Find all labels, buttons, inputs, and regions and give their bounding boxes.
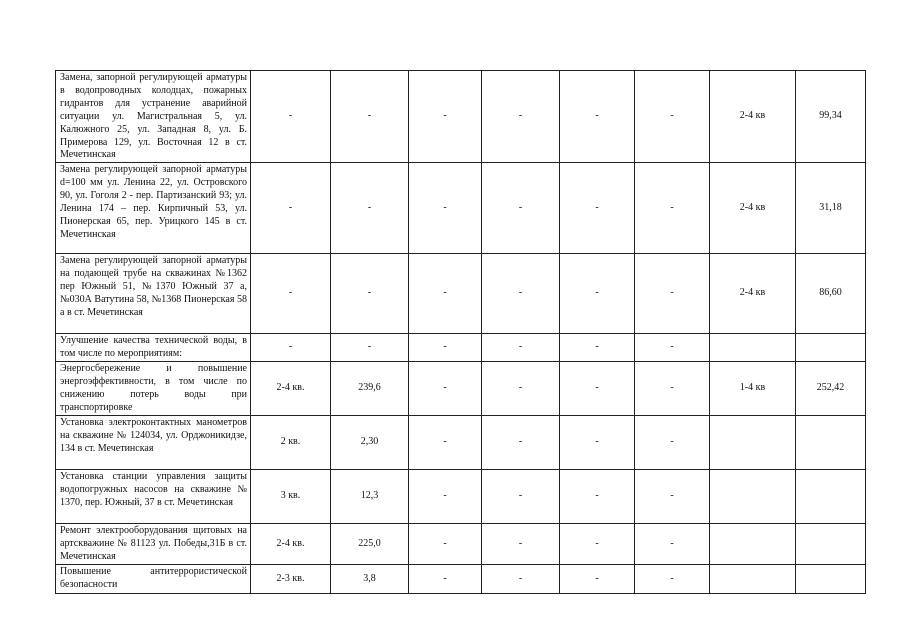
table-cell: - bbox=[560, 362, 635, 416]
table-row bbox=[56, 334, 866, 362]
table-cell: - bbox=[409, 416, 482, 470]
table-cell: - bbox=[251, 71, 331, 163]
table-cell: 3 кв. bbox=[251, 470, 331, 524]
table-cell: - bbox=[331, 254, 409, 334]
table-cell: 2-4 кв bbox=[710, 71, 796, 163]
table-cell: 31,18 bbox=[796, 163, 866, 254]
table-cell: - bbox=[635, 470, 710, 524]
table-cell bbox=[710, 565, 796, 594]
table-row bbox=[56, 362, 866, 416]
table-cell: 2-4 кв. bbox=[251, 362, 331, 416]
measure-description: Установка электроконтактных манометров на скважине № 124034, ул. Орджоникидзе, 134 в ст. Мечетинская bbox=[56, 416, 251, 470]
table-cell bbox=[710, 524, 796, 565]
table-cell: - bbox=[482, 470, 560, 524]
table-cell: - bbox=[482, 416, 560, 470]
table-cell: - bbox=[482, 163, 560, 254]
table-cell: 239,6 bbox=[331, 362, 409, 416]
table-cell: - bbox=[560, 565, 635, 594]
table-cell bbox=[796, 524, 866, 565]
measure-description: Повышение антитеррористической безопасности bbox=[56, 565, 251, 594]
table-cell: 3,8 bbox=[331, 565, 409, 594]
table-cell: - bbox=[331, 334, 409, 362]
table-cell: - bbox=[409, 362, 482, 416]
measure-description: Замена, запорной регулирующей арматуры в водопроводных колодцах, пожарных гидрантов для устранение аварийной ситуации ул. Магистральная 5, ул. Калюжного 25, ул. Западная 8, ул. Б. Примерова 129, ул. Восточная 12 в ст. Мечетинская bbox=[56, 71, 251, 163]
table-cell: - bbox=[635, 362, 710, 416]
table-cell: - bbox=[560, 524, 635, 565]
table-cell: - bbox=[482, 524, 560, 565]
table-cell: - bbox=[482, 362, 560, 416]
table-cell: - bbox=[560, 71, 635, 163]
table-cell: 99,34 bbox=[796, 71, 866, 163]
table-cell: - bbox=[635, 565, 710, 594]
table-row bbox=[56, 524, 866, 565]
table-cell: - bbox=[482, 254, 560, 334]
table-cell: - bbox=[409, 71, 482, 163]
table-cell: - bbox=[331, 163, 409, 254]
table-row bbox=[56, 470, 866, 524]
table-cell: - bbox=[251, 163, 331, 254]
measure-description: Замена регулирующей запорной арматуры d=100 мм ул. Ленина 22, ул. Островского 90, ул. Гоголя 2 - пер. Партизанский 93; ул. Ленина 174 – пер. Кирпичный 53, ул. Пионерская 65, пер. Урицкого 145 в ст. Мечетинская bbox=[56, 163, 251, 254]
table-cell: - bbox=[560, 334, 635, 362]
table-cell: 225,0 bbox=[331, 524, 409, 565]
table-cell: - bbox=[409, 254, 482, 334]
table-cell: - bbox=[251, 334, 331, 362]
measure-description: Ремонт электрооборудования щитовых на артскважине № 81123 ул. Победы,31Б в ст. Мечетинская bbox=[56, 524, 251, 565]
table-cell: 2-3 кв. bbox=[251, 565, 331, 594]
table-cell: - bbox=[251, 254, 331, 334]
table-cell: 252,42 bbox=[796, 362, 866, 416]
table-cell bbox=[710, 416, 796, 470]
table-cell: - bbox=[635, 524, 710, 565]
table-cell bbox=[796, 416, 866, 470]
table-cell: - bbox=[635, 416, 710, 470]
table-cell: - bbox=[635, 254, 710, 334]
measure-description: Установка станции управления защиты водопогружных насосов на скважине № 1370, пер. Южный, 37 в ст. Мечетинская bbox=[56, 470, 251, 524]
table-cell: 2-4 кв bbox=[710, 163, 796, 254]
table-cell: - bbox=[560, 416, 635, 470]
table-cell: - bbox=[635, 71, 710, 163]
table-cell bbox=[710, 334, 796, 362]
table-cell: - bbox=[482, 71, 560, 163]
table-cell: - bbox=[482, 334, 560, 362]
table-cell: - bbox=[409, 524, 482, 565]
table-cell: 2-4 кв. bbox=[251, 524, 331, 565]
measure-description: Замена регулирующей запорной арматуры на подающей трубе на скважинах №1362 пер Южный 51, №1370 Южный 37 а, №030А Ватутина 58, №1368 Пионерская 58 а в ст. Мечетинская bbox=[56, 254, 251, 334]
table-row bbox=[56, 416, 866, 470]
table-cell: 12,3 bbox=[331, 470, 409, 524]
measure-description: Улучшение качества технической воды, в том числе по мероприятиям: bbox=[56, 334, 251, 362]
table-row bbox=[56, 254, 866, 334]
table-cell bbox=[796, 565, 866, 594]
table-row bbox=[56, 71, 866, 163]
table-cell bbox=[710, 470, 796, 524]
table-cell: 2-4 кв bbox=[710, 254, 796, 334]
table-cell: 86,60 bbox=[796, 254, 866, 334]
table-row bbox=[56, 163, 866, 254]
table-cell: - bbox=[409, 163, 482, 254]
table-cell: - bbox=[482, 565, 560, 594]
table-cell: - bbox=[409, 565, 482, 594]
table-cell: - bbox=[331, 71, 409, 163]
table-cell: - bbox=[560, 470, 635, 524]
table-cell: - bbox=[409, 334, 482, 362]
table-cell: - bbox=[560, 163, 635, 254]
table-cell: - bbox=[409, 470, 482, 524]
table-cell: - bbox=[635, 163, 710, 254]
table-cell: 2,30 bbox=[331, 416, 409, 470]
table-row bbox=[56, 565, 866, 594]
table-cell: 1-4 кв bbox=[710, 362, 796, 416]
table-cell: - bbox=[560, 254, 635, 334]
table-cell: 2 кв. bbox=[251, 416, 331, 470]
measures-table bbox=[55, 70, 866, 594]
table-cell: - bbox=[635, 334, 710, 362]
table-cell bbox=[796, 334, 866, 362]
table-cell bbox=[796, 470, 866, 524]
measure-description: Энергосбережение и повышение энергоэффективности, в том числе по снижению потерь воды при транспортировке bbox=[56, 362, 251, 416]
